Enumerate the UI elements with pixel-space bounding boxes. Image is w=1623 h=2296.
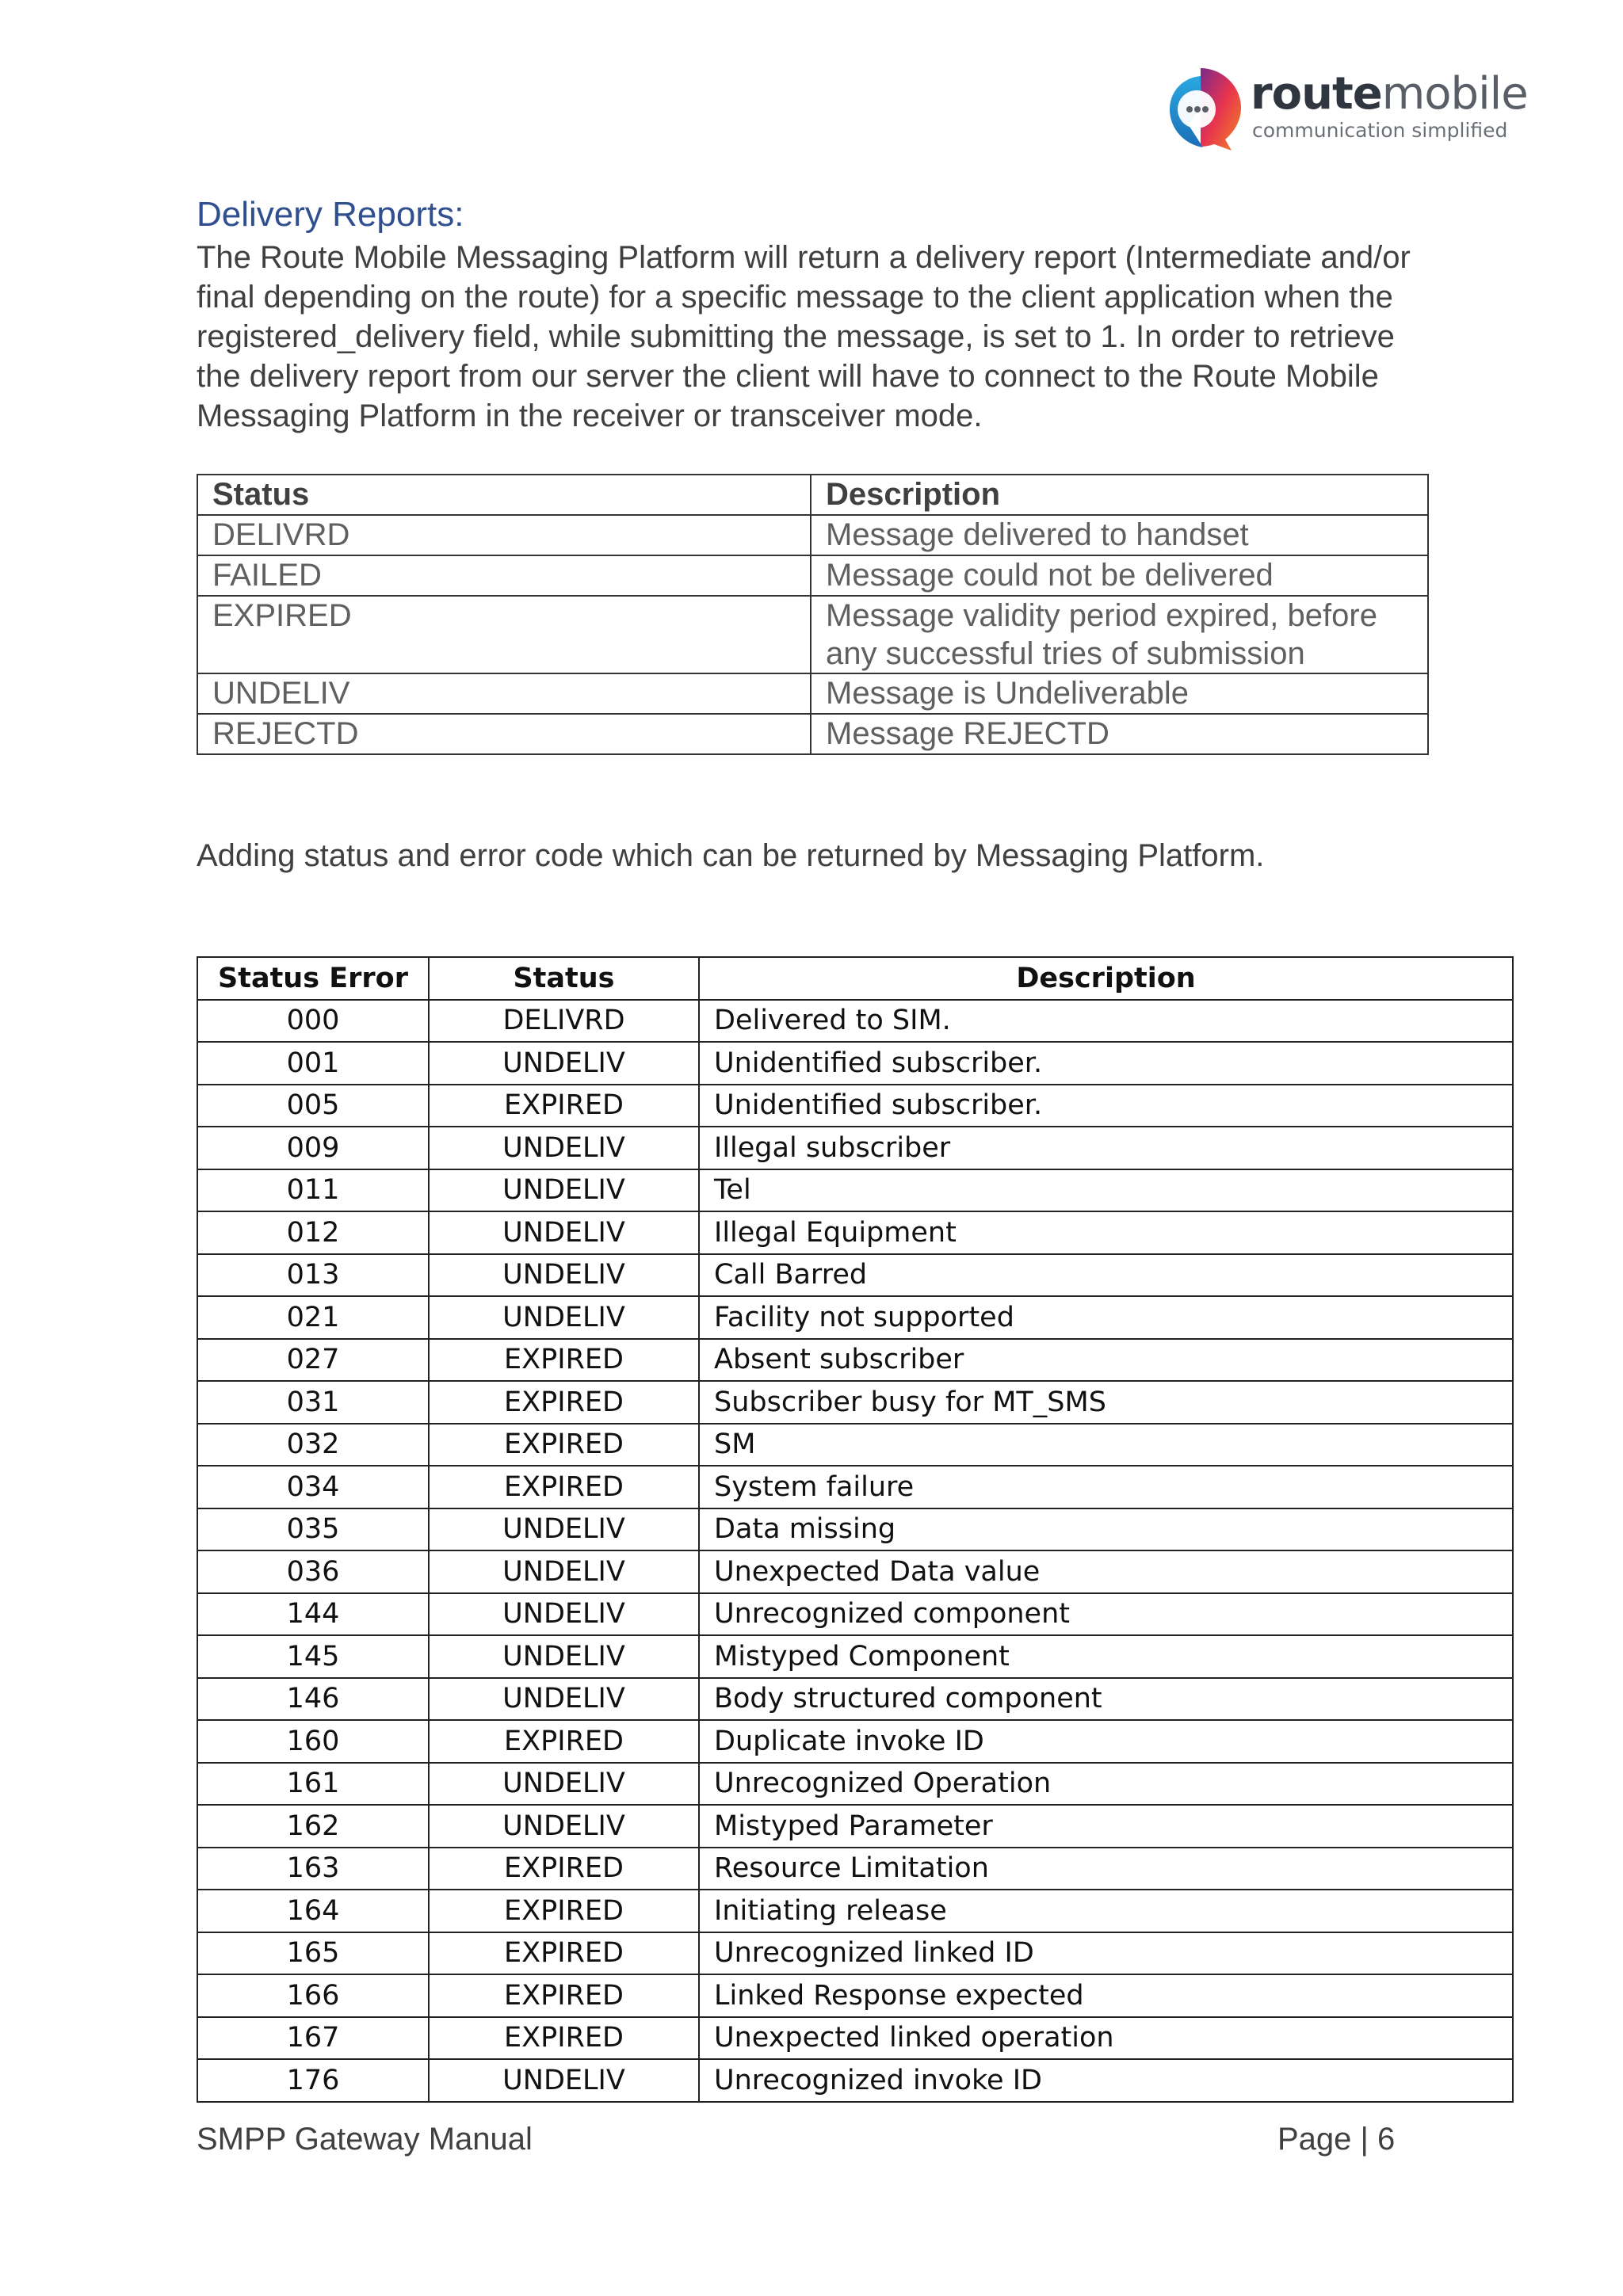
status-header: Status xyxy=(197,475,811,515)
description-cell: Unexpected linked operation xyxy=(699,2017,1513,2060)
description-cell: Mistyped Parameter xyxy=(699,1805,1513,1848)
table-row xyxy=(197,1805,1513,1848)
logo-brand-text xyxy=(1251,68,1528,120)
table-row xyxy=(197,1890,1513,1932)
status-error-cell: 001 xyxy=(197,1042,429,1085)
table-row xyxy=(197,1508,1513,1551)
status-cell: UNDELIV xyxy=(429,1550,699,1593)
table-row xyxy=(197,1550,1513,1593)
status-cell: UNDELIV xyxy=(429,1254,699,1297)
status-error-cell: 027 xyxy=(197,1339,429,1382)
status-error-cell: 011 xyxy=(197,1169,429,1212)
status-cell: UNDELIV xyxy=(429,1211,699,1254)
error-table-header-row xyxy=(197,957,1513,1000)
status-cell: EXPIRED xyxy=(429,1890,699,1932)
table-row xyxy=(197,1381,1513,1424)
description-cell: Message delivered to handset xyxy=(811,515,1428,555)
status-error-cell: 161 xyxy=(197,1763,429,1806)
status-cell: UNDELIV xyxy=(429,1635,699,1678)
status-error-cell: 145 xyxy=(197,1635,429,1678)
table-row xyxy=(197,1466,1513,1508)
status-cell: EXPIRED xyxy=(429,1720,699,1763)
status-error-cell: 166 xyxy=(197,1974,429,2017)
section-heading: Delivery Reports: xyxy=(197,195,464,234)
table-row xyxy=(197,1339,1513,1382)
description-cell: Unexpected Data value xyxy=(699,1550,1513,1593)
status-cell: EXPIRED xyxy=(429,1339,699,1382)
status-cell: EXPIRED xyxy=(429,2017,699,2060)
status-cell: UNDELIV xyxy=(429,1763,699,1806)
status-error-cell: 034 xyxy=(197,1466,429,1508)
route-mobile-logo xyxy=(1165,62,1528,157)
status-cell: EXPIRED xyxy=(429,1381,699,1424)
table-row xyxy=(197,1974,1513,2017)
table-row xyxy=(197,1211,1513,1254)
status-cell: EXPIRED xyxy=(429,1466,699,1508)
description-cell: Facility not supported xyxy=(699,1296,1513,1339)
description-cell: Message is Undeliverable xyxy=(811,673,1428,714)
status-error-cell: 032 xyxy=(197,1424,429,1466)
table-row xyxy=(197,1085,1513,1127)
status-cell: UNDELIV xyxy=(429,1508,699,1551)
description-cell: Body structured component xyxy=(699,1678,1513,1721)
description-cell: Message REJECTD xyxy=(811,714,1428,754)
table-row xyxy=(197,1424,1513,1466)
description-cell: Subscriber busy for MT_SMS xyxy=(699,1381,1513,1424)
table-row xyxy=(197,1763,1513,1806)
status-cell: REJECTD xyxy=(197,714,811,754)
status-error-cell: 031 xyxy=(197,1381,429,1424)
status-error-cell: 162 xyxy=(197,1805,429,1848)
status-cell: EXPIRED xyxy=(429,1085,699,1127)
status-cell: UNDELIV xyxy=(429,2059,699,2102)
status-cell: UNDELIV xyxy=(197,673,811,714)
description-cell: SM xyxy=(699,1424,1513,1466)
description-cell: Mistyped Component xyxy=(699,1635,1513,1678)
description-cell: Unrecognized linked ID xyxy=(699,1932,1513,1975)
description-cell: Tel xyxy=(699,1169,1513,1212)
table-row xyxy=(197,1593,1513,1636)
status-cell: UNDELIV xyxy=(429,1678,699,1721)
description-cell: Message could not be delivered xyxy=(811,555,1428,596)
description-cell: Unidentified subscriber. xyxy=(699,1042,1513,1085)
description-cell: Absent subscriber xyxy=(699,1339,1513,1382)
status-cell: UNDELIV xyxy=(429,1296,699,1339)
status-cell: UNDELIV xyxy=(429,1169,699,1212)
description-cell: Data missing xyxy=(699,1508,1513,1551)
description-cell: Message validity period expired, before any successful tries of submission xyxy=(811,596,1428,673)
description-cell: Unidentified subscriber. xyxy=(699,1085,1513,1127)
status-cell: DELIVRD xyxy=(197,515,811,555)
description-header: Description xyxy=(699,957,1513,1000)
status-cell: UNDELIV xyxy=(429,1593,699,1636)
status-error-cell: 176 xyxy=(197,2059,429,2102)
table-row xyxy=(197,1932,1513,1975)
table-row xyxy=(197,1635,1513,1678)
status-cell: UNDELIV xyxy=(429,1127,699,1169)
status-error-cell: 165 xyxy=(197,1932,429,1975)
description-cell: Unrecognized Operation xyxy=(699,1763,1513,1806)
table-row xyxy=(197,2017,1513,2060)
logo-mark-icon xyxy=(1165,65,1244,154)
status-error-cell: 035 xyxy=(197,1508,429,1551)
footer-title: SMPP Gateway Manual xyxy=(197,2122,533,2157)
table-row xyxy=(197,1720,1513,1763)
status-error-cell: 009 xyxy=(197,1127,429,1169)
table-row xyxy=(197,1254,1513,1297)
description-cell: Unrecognized component xyxy=(699,1593,1513,1636)
status-cell: EXPIRED xyxy=(429,1848,699,1890)
logo-brand-bold: route xyxy=(1251,68,1382,120)
intro-paragraph: The Route Mobile Messaging Platform will return a delivery report (Intermediate and/or final depending on the route) for a specific message to the client application when the registered_delivery field, while submitting the message, is set to 1. In order to retrieve the delivery report from our server the client will have to connect to the Route Mobile Messaging Platform in the receiver or transceiver mode. xyxy=(197,240,1411,433)
table-row xyxy=(197,515,1428,555)
description-cell: Illegal subscriber xyxy=(699,1127,1513,1169)
status-cell: UNDELIV xyxy=(429,1805,699,1848)
description-cell: Call Barred xyxy=(699,1254,1513,1297)
status-cell: FAILED xyxy=(197,555,811,596)
status-cell: EXPIRED xyxy=(429,1974,699,2017)
status-cell: UNDELIV xyxy=(429,1042,699,1085)
table-row xyxy=(197,1296,1513,1339)
status-error-cell: 163 xyxy=(197,1848,429,1890)
logo-tagline: communication simplified xyxy=(1252,119,1508,142)
table-row xyxy=(197,1000,1513,1043)
description-cell: Duplicate invoke ID xyxy=(699,1720,1513,1763)
description-cell: Illegal Equipment xyxy=(699,1211,1513,1254)
table-row xyxy=(197,1169,1513,1212)
status-error-cell: 164 xyxy=(197,1890,429,1932)
description-cell: Resource Limitation xyxy=(699,1848,1513,1890)
table-row xyxy=(197,555,1428,596)
description-header: Description xyxy=(811,475,1428,515)
status-error-cell: 013 xyxy=(197,1254,429,1297)
status-header: Status xyxy=(429,957,699,1000)
logo-brand-light: mobile xyxy=(1381,68,1528,120)
table-row xyxy=(197,1042,1513,1085)
description-cell: System failure xyxy=(699,1466,1513,1508)
table-row xyxy=(197,1848,1513,1890)
status-error-cell: 036 xyxy=(197,1550,429,1593)
table-row xyxy=(197,596,1428,673)
description-cell: Unrecognized invoke ID xyxy=(699,2059,1513,2102)
status-error-cell: 012 xyxy=(197,1211,429,1254)
table-row xyxy=(197,1678,1513,1721)
status-error-cell: 005 xyxy=(197,1085,429,1127)
status-error-cell: 000 xyxy=(197,1000,429,1043)
status-cell: EXPIRED xyxy=(429,1424,699,1466)
table-row xyxy=(197,2059,1513,2102)
description-cell: Initiating release xyxy=(699,1890,1513,1932)
status-error-header: Status Error xyxy=(197,957,429,1000)
adding-status-text: Adding status and error code which can be returned by Messaging Platform. xyxy=(197,838,1265,873)
error-table-body xyxy=(197,1000,1513,2102)
status-error-cell: 160 xyxy=(197,1720,429,1763)
status-cell: EXPIRED xyxy=(429,1932,699,1975)
status-table xyxy=(197,474,1429,755)
status-cell: DELIVRD xyxy=(429,1000,699,1043)
page-number: Page | 6 xyxy=(1277,2122,1396,2157)
status-error-cell: 021 xyxy=(197,1296,429,1339)
status-error-cell: 144 xyxy=(197,1593,429,1636)
status-error-cell: 146 xyxy=(197,1678,429,1721)
status-table-header-row xyxy=(197,475,1428,515)
status-cell: EXPIRED xyxy=(197,596,811,673)
status-error-cell: 167 xyxy=(197,2017,429,2060)
description-cell: Linked Response expected xyxy=(699,1974,1513,2017)
table-row xyxy=(197,714,1428,754)
description-cell: Delivered to SIM. xyxy=(699,1000,1513,1043)
table-row xyxy=(197,1127,1513,1169)
error-code-table xyxy=(197,956,1514,2103)
table-row xyxy=(197,673,1428,714)
